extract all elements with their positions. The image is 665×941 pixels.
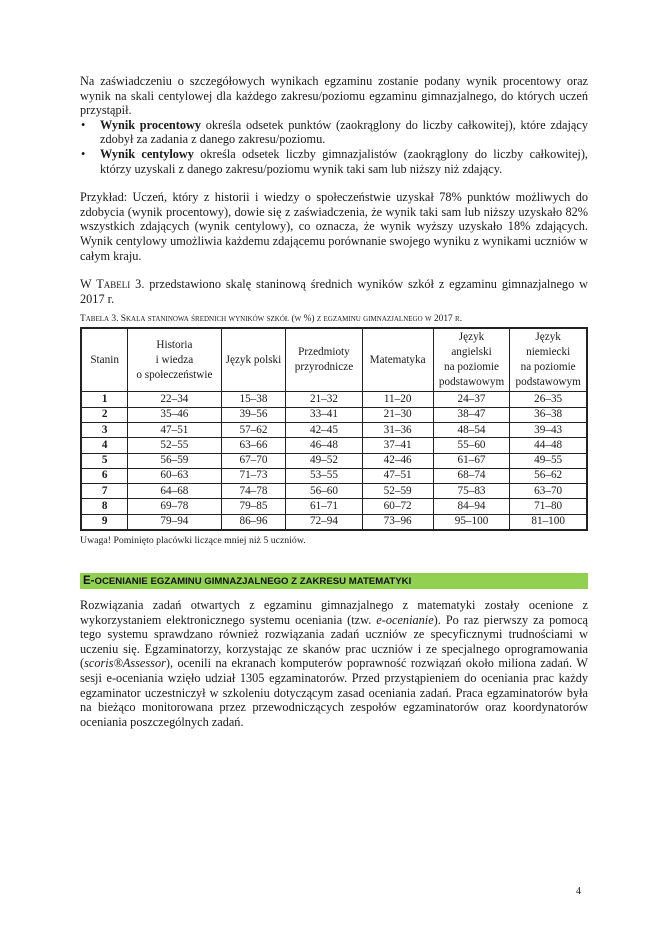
page-number: 4 bbox=[576, 886, 581, 897]
score-range-cell: 84–94 bbox=[433, 499, 510, 514]
score-range-cell: 49–55 bbox=[510, 453, 587, 468]
column-header: Stanin bbox=[81, 328, 128, 392]
score-range-cell: 72–94 bbox=[286, 514, 362, 530]
stanin-cell: 7 bbox=[81, 484, 128, 499]
score-range-cell: 56–62 bbox=[510, 468, 587, 483]
score-range-cell: 42–46 bbox=[362, 453, 433, 468]
table-row bbox=[81, 407, 587, 422]
score-range-cell: 22–34 bbox=[128, 392, 221, 407]
score-range-cell: 39–56 bbox=[221, 407, 286, 422]
table-header-row bbox=[81, 328, 587, 392]
table-reference: Tabeli bbox=[96, 277, 131, 292]
score-range-cell: 56–59 bbox=[128, 453, 221, 468]
term-label: Wynik centylowy bbox=[100, 146, 194, 161]
score-range-cell: 42–45 bbox=[286, 422, 362, 437]
score-range-cell: 46–48 bbox=[286, 438, 362, 453]
table-intro-paragraph: W Tabeli 3. przedstawiono skalę staninową średnich wyników szkół z egzaminu gimnazjalnego w 2017 r. bbox=[80, 277, 588, 306]
score-range-cell: 31–36 bbox=[362, 422, 433, 437]
section-body-paragraph bbox=[80, 598, 588, 729]
score-range-cell: 49–52 bbox=[286, 453, 362, 468]
score-range-cell: 63–66 bbox=[221, 438, 286, 453]
score-range-cell: 53–55 bbox=[286, 468, 362, 483]
list-item bbox=[80, 147, 588, 176]
score-range-cell: 38–47 bbox=[433, 407, 510, 422]
score-range-cell: 68–74 bbox=[433, 468, 510, 483]
score-range-cell: 61–71 bbox=[286, 499, 362, 514]
table-body bbox=[81, 392, 587, 530]
score-range-cell: 74–78 bbox=[221, 484, 286, 499]
table-row bbox=[81, 422, 587, 437]
table-row bbox=[81, 484, 587, 499]
example-paragraph: Przykład: Uczeń, który z historii i wiedzy o społeczeństwie uzyskał 78% punktów możliwych do zdobycia (wynik procentowy), dowie się z zaświadczenia, że wynik taki sam lub niższy uzyskało 82% wszystkich zdających (wynik centylowy), co oznacza, że wynik wyższy uzyskało 18% zdających. Wynik centylowy umożliwia każdemu zdającemu porównanie swojego wyniku z wynikami uczniów w całym kraju. bbox=[80, 190, 588, 263]
section-heading-rest: OCENIANIE EGZAMINU GIMNAZJALNEGO Z ZAKRESU MATEMATYKI bbox=[94, 575, 412, 587]
table-row bbox=[81, 499, 587, 514]
text-run: ). Po raz pierwszy za pomocą tego systemu sprawdzano również rozwiązania zadań uczniów ze specyficznymi trudnościami w uczeniu się. Egzaminatorzy, korzystając ze skanów prac uczniów i ze specjalnego oprogramowania ( bbox=[80, 612, 588, 671]
term-definition: określa odsetek liczby gimnazjalistów (zaokrąglony do liczby całkowitej), którzy uzyskali z danego zakresu/poziomu wynik taki sam lub niższy niż zdający. bbox=[100, 146, 588, 176]
stanin-table bbox=[80, 327, 588, 531]
score-range-cell: 47–51 bbox=[362, 468, 433, 483]
score-range-cell: 79–85 bbox=[221, 499, 286, 514]
score-range-cell: 48–54 bbox=[433, 422, 510, 437]
text-run: Rozwiązania zadań otwartych z egzaminu gimnazjalnego z matematyki zostały ocenione z wykorzystaniem elektronicznego systemu oceniania (tzw. bbox=[80, 597, 588, 627]
table-row bbox=[81, 453, 587, 468]
score-range-cell: 15–38 bbox=[221, 392, 286, 407]
score-range-cell: 60–63 bbox=[128, 468, 221, 483]
column-header: Język angielski na poziomie podstawowym bbox=[433, 328, 510, 392]
score-range-cell: 67–70 bbox=[221, 453, 286, 468]
term-definition: określa odsetek punktów (zaokrąglony do liczby całkowitej), które zdający zdobył za zadania z danego zakresu/poziomu. bbox=[100, 117, 588, 147]
score-range-cell: 69–78 bbox=[128, 499, 221, 514]
stanin-cell: 5 bbox=[81, 453, 128, 468]
table-row bbox=[81, 392, 587, 407]
text-run: ), ocenili na ekranach komputerów poprawność rozwiązań około miliona zadań. W sesji e-oceniania wzięło udział 1305 egzaminatorów. Przed przystąpieniem do oceniania prac każdy egzaminator uczestniczył w szkoleniu dotyczącym zasad oceniania zadań. Praca egzaminatorów była na bieżąco monitorowana przez przewodniczących zespołów egzaminatorów oraz koordynatorów oceniania poszczególnych zadań. bbox=[80, 656, 588, 729]
column-header: Matematyka bbox=[362, 328, 433, 392]
stanin-cell: 8 bbox=[81, 499, 128, 514]
stanin-cell: 6 bbox=[81, 468, 128, 483]
score-range-cell: 86–96 bbox=[221, 514, 286, 530]
column-header: Język polski bbox=[221, 328, 286, 392]
score-range-cell: 79–94 bbox=[128, 514, 221, 530]
section-heading bbox=[80, 573, 588, 589]
score-range-cell: 36–38 bbox=[510, 407, 587, 422]
intro-paragraph: Na zaświadczeniu o szczegółowych wynikach egzaminu zostanie podany wynik procentowy oraz wynik na skali centylowej dla każdego zakresu/poziomu egzaminu gimnazjalnego, do których uczeń przystąpił. bbox=[80, 74, 588, 118]
score-range-cell: 75–83 bbox=[433, 484, 510, 499]
score-range-cell: 61–67 bbox=[433, 453, 510, 468]
score-range-cell: 55–60 bbox=[433, 438, 510, 453]
score-range-cell: 81–100 bbox=[510, 514, 587, 530]
score-range-cell: 47–51 bbox=[128, 422, 221, 437]
bullet-icon: • bbox=[81, 117, 86, 132]
score-range-cell: 63–70 bbox=[510, 484, 587, 499]
score-range-cell: 95–100 bbox=[433, 514, 510, 530]
score-range-cell: 37–41 bbox=[362, 438, 433, 453]
table-row bbox=[81, 438, 587, 453]
score-range-cell: 21–32 bbox=[286, 392, 362, 407]
score-range-cell: 71–73 bbox=[221, 468, 286, 483]
bullet-icon: • bbox=[81, 146, 86, 161]
stanin-cell: 9 bbox=[81, 514, 128, 530]
italic-term: e-ocenianie bbox=[376, 612, 434, 627]
section-heading-initial: E- bbox=[83, 574, 95, 587]
list-item bbox=[80, 118, 588, 147]
stanin-cell: 3 bbox=[81, 422, 128, 437]
italic-term: scoris®Assessor bbox=[84, 656, 166, 671]
score-range-cell: 60–72 bbox=[362, 499, 433, 514]
stanin-cell: 2 bbox=[81, 407, 128, 422]
table-row bbox=[81, 514, 587, 530]
score-range-cell: 52–59 bbox=[362, 484, 433, 499]
score-range-cell: 44–48 bbox=[510, 438, 587, 453]
stanin-cell: 1 bbox=[81, 392, 128, 407]
document-page bbox=[80, 74, 588, 729]
score-range-cell: 35–46 bbox=[128, 407, 221, 422]
table-note: Uwaga! Pominięto placówki liczące mniej niż 5 uczniów. bbox=[80, 534, 306, 546]
column-header: Język niemiecki na poziomie podstawowym bbox=[510, 328, 587, 392]
column-header: Historia i wiedza o społeczeństwie bbox=[128, 328, 221, 392]
stanin-cell: 4 bbox=[81, 438, 128, 453]
score-range-cell: 73–96 bbox=[362, 514, 433, 530]
score-range-cell: 56–60 bbox=[286, 484, 362, 499]
score-range-cell: 11–20 bbox=[362, 392, 433, 407]
score-range-cell: 71–80 bbox=[510, 499, 587, 514]
term-label: Wynik procentowy bbox=[100, 117, 202, 132]
score-range-cell: 64–68 bbox=[128, 484, 221, 499]
table-caption: Tabela 3. Skala staninowa średnich wyników szkół (w %) z egzaminu gimnazjalnego w 2017 r. bbox=[80, 314, 463, 325]
score-range-cell: 33–41 bbox=[286, 407, 362, 422]
score-range-cell: 24–37 bbox=[433, 392, 510, 407]
definition-list bbox=[80, 118, 588, 176]
score-range-cell: 21–30 bbox=[362, 407, 433, 422]
score-range-cell: 26–35 bbox=[510, 392, 587, 407]
score-range-cell: 52–55 bbox=[128, 438, 221, 453]
score-range-cell: 57–62 bbox=[221, 422, 286, 437]
score-range-cell: 39–43 bbox=[510, 422, 587, 437]
column-header: Przedmioty przyrodnicze bbox=[286, 328, 362, 392]
table-row bbox=[81, 468, 587, 483]
